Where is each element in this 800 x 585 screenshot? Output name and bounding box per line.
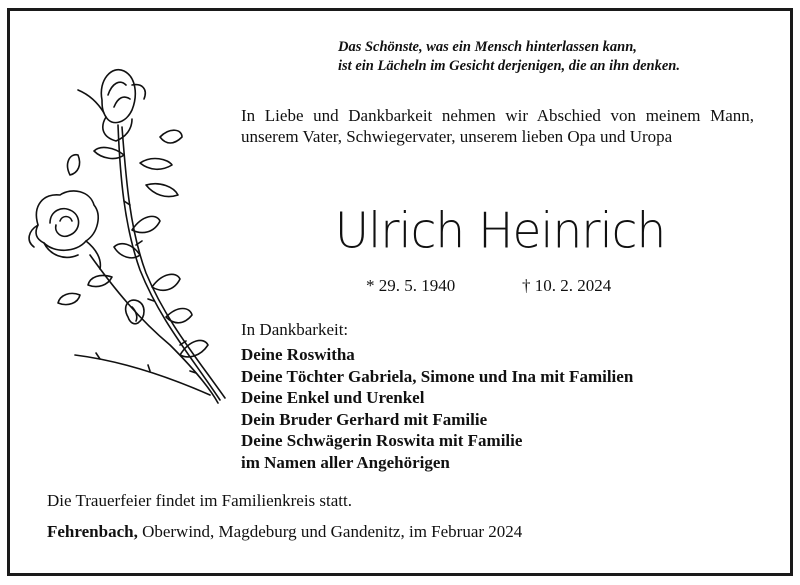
closing-line: [47, 521, 522, 543]
thanks-label: In Dankbarkeit:: [241, 320, 349, 339]
memorial-quote: [338, 38, 758, 76]
service-note: Die Trauerfeier findet im Familienkreis statt.: [47, 491, 352, 510]
quote-line-2: ist ein Lächeln im Gesicht derjenigen, die an ihn denken.: [338, 58, 680, 74]
deceased-name: Ulrich Heinrich: [334, 202, 666, 261]
rose-illustration-icon: [20, 55, 235, 415]
mourners-list: [241, 344, 633, 473]
closing-place: Fehrenbach,: [47, 522, 138, 541]
mourner-item: Deine Schwägerin Roswita mit Familie: [241, 431, 523, 450]
mourner-item: Deine Roswitha: [241, 345, 355, 364]
mourner-item: Deine Töchter Gabriela, Simone und Ina mit Familien: [241, 366, 634, 386]
closing-rest: Oberwind, Magdeburg und Gandenitz, im Februar 2024: [137, 522, 523, 541]
death-date: † 10. 2. 2024: [522, 276, 612, 295]
mourner-item: im Namen aller Angehörigen: [241, 452, 450, 472]
intro-text: In Liebe und Dankbarkeit nehmen wir Abschied von meinem Mann, unserem Vater, Schwiegervater, unserem lieben Opa und Uropa: [241, 106, 754, 146]
mourner-item: Deine Enkel und Urenkel: [241, 388, 425, 407]
mourner-item: Dein Bruder Gerhard mit Familie: [241, 409, 488, 429]
quote-line-1: Das Schönste, was ein Mensch hinterlassen kann,: [338, 39, 637, 55]
birth-date: * 29. 5. 1940: [366, 276, 456, 295]
